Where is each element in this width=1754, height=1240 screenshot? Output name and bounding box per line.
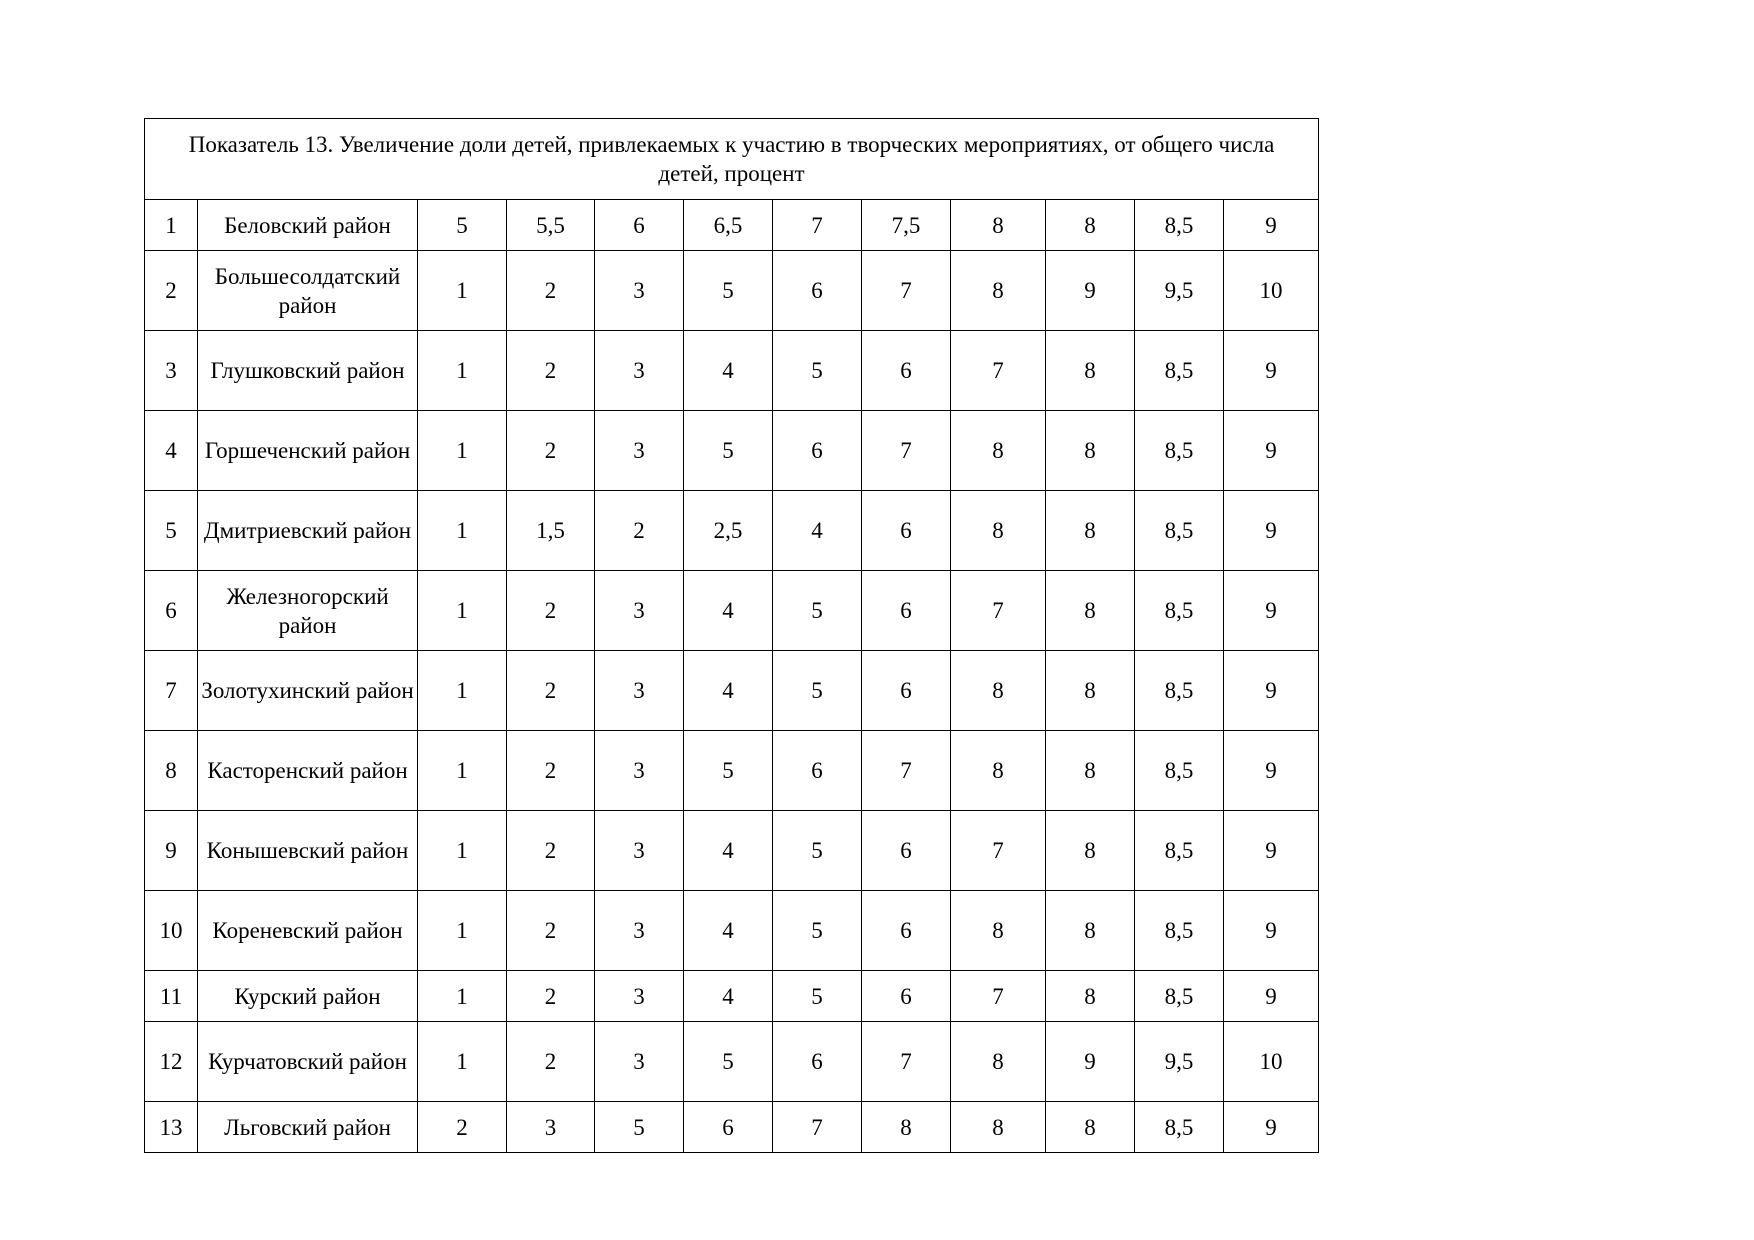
- value-cell: 7: [862, 731, 951, 811]
- value-cell: 6: [862, 491, 951, 571]
- value-cell: 1,5: [507, 491, 595, 571]
- table-row: [145, 411, 1319, 491]
- value-cell: 6: [773, 731, 862, 811]
- row-number: 3: [145, 331, 198, 411]
- value-cell: 1: [418, 651, 507, 731]
- value-cell: 1: [418, 811, 507, 891]
- value-cell: 5: [418, 200, 507, 251]
- value-cell: 8,5: [1135, 731, 1224, 811]
- value-cell: 10: [1224, 251, 1319, 331]
- value-cell: 5: [773, 571, 862, 651]
- value-cell: 7: [862, 1022, 951, 1102]
- value-cell: 2: [595, 491, 684, 571]
- value-cell: 3: [595, 1022, 684, 1102]
- value-cell: 8: [951, 731, 1046, 811]
- district-name: Льговский район: [198, 1102, 418, 1153]
- value-cell: 6: [773, 1022, 862, 1102]
- value-cell: 4: [684, 571, 773, 651]
- value-cell: 6,5: [684, 200, 773, 251]
- table-row: [145, 571, 1319, 651]
- value-cell: 3: [595, 411, 684, 491]
- value-cell: 8: [951, 891, 1046, 971]
- value-cell: 9: [1224, 200, 1319, 251]
- value-cell: 2: [418, 1102, 507, 1153]
- district-name: Глушковский район: [198, 331, 418, 411]
- value-cell: 9: [1224, 731, 1319, 811]
- value-cell: 8: [1046, 200, 1135, 251]
- value-cell: 7: [773, 1102, 862, 1153]
- value-cell: 9: [1224, 891, 1319, 971]
- value-cell: 2: [507, 251, 595, 331]
- district-name: Кореневский район: [198, 891, 418, 971]
- value-cell: 7: [773, 200, 862, 251]
- row-number: 2: [145, 251, 198, 331]
- value-cell: 9: [1224, 411, 1319, 491]
- district-name: Горшеченский район: [198, 411, 418, 491]
- value-cell: 7,5: [862, 200, 951, 251]
- value-cell: 4: [684, 811, 773, 891]
- value-cell: 1: [418, 891, 507, 971]
- value-cell: 5: [684, 1022, 773, 1102]
- value-cell: 8: [1046, 571, 1135, 651]
- value-cell: 5: [684, 411, 773, 491]
- district-name: Конышевский район: [198, 811, 418, 891]
- value-cell: 7: [862, 251, 951, 331]
- value-cell: 6: [862, 971, 951, 1022]
- value-cell: 8: [951, 651, 1046, 731]
- value-cell: 6: [862, 331, 951, 411]
- district-name: Дмитриевский район: [198, 491, 418, 571]
- value-cell: 2: [507, 971, 595, 1022]
- value-cell: 3: [595, 891, 684, 971]
- row-number: 5: [145, 491, 198, 571]
- row-number: 12: [145, 1022, 198, 1102]
- value-cell: 8: [951, 1022, 1046, 1102]
- value-cell: 8,5: [1135, 811, 1224, 891]
- value-cell: 4: [684, 891, 773, 971]
- value-cell: 4: [684, 331, 773, 411]
- value-cell: 9: [1224, 811, 1319, 891]
- value-cell: 1: [418, 971, 507, 1022]
- value-cell: 4: [684, 971, 773, 1022]
- value-cell: 2: [507, 571, 595, 651]
- value-cell: 4: [684, 651, 773, 731]
- value-cell: 3: [595, 651, 684, 731]
- value-cell: 7: [951, 971, 1046, 1022]
- value-cell: 6: [862, 651, 951, 731]
- table-row: [145, 200, 1319, 251]
- value-cell: 8,5: [1135, 491, 1224, 571]
- row-number: 8: [145, 731, 198, 811]
- value-cell: 8,5: [1135, 891, 1224, 971]
- value-cell: 8,5: [1135, 200, 1224, 251]
- value-cell: 6: [684, 1102, 773, 1153]
- value-cell: 5: [773, 811, 862, 891]
- value-cell: 8,5: [1135, 331, 1224, 411]
- value-cell: 9: [1046, 251, 1135, 331]
- value-cell: 2: [507, 891, 595, 971]
- value-cell: 8: [951, 200, 1046, 251]
- value-cell: 5: [773, 651, 862, 731]
- value-cell: 9: [1224, 651, 1319, 731]
- value-cell: 1: [418, 1022, 507, 1102]
- district-name: Касторенский район: [198, 731, 418, 811]
- table-title-row: [145, 119, 1319, 200]
- value-cell: 1: [418, 331, 507, 411]
- table-row: [145, 731, 1319, 811]
- value-cell: 5: [773, 891, 862, 971]
- value-cell: 8,5: [1135, 651, 1224, 731]
- value-cell: 9: [1224, 971, 1319, 1022]
- row-number: 1: [145, 200, 198, 251]
- value-cell: 8: [1046, 971, 1135, 1022]
- value-cell: 4: [773, 491, 862, 571]
- value-cell: 5,5: [507, 200, 595, 251]
- table-row: [145, 811, 1319, 891]
- value-cell: 5: [684, 731, 773, 811]
- value-cell: 5: [773, 971, 862, 1022]
- value-cell: 6: [862, 571, 951, 651]
- value-cell: 8: [1046, 891, 1135, 971]
- row-number: 11: [145, 971, 198, 1022]
- row-number: 13: [145, 1102, 198, 1153]
- value-cell: 8: [1046, 491, 1135, 571]
- value-cell: 8: [951, 251, 1046, 331]
- value-cell: 8: [862, 1102, 951, 1153]
- value-cell: 8: [1046, 811, 1135, 891]
- value-cell: 2: [507, 731, 595, 811]
- value-cell: 2: [507, 811, 595, 891]
- value-cell: 1: [418, 491, 507, 571]
- value-cell: 8: [951, 1102, 1046, 1153]
- value-cell: 3: [507, 1102, 595, 1153]
- value-cell: 9: [1046, 1022, 1135, 1102]
- table-row: [145, 1022, 1319, 1102]
- row-number: 10: [145, 891, 198, 971]
- indicator-table: [144, 118, 1319, 1153]
- value-cell: 6: [773, 251, 862, 331]
- district-name: Беловский район: [198, 200, 418, 251]
- table-row: [145, 1102, 1319, 1153]
- district-name: Курский район: [198, 971, 418, 1022]
- value-cell: 1: [418, 411, 507, 491]
- value-cell: 2: [507, 1022, 595, 1102]
- value-cell: 7: [951, 331, 1046, 411]
- value-cell: 3: [595, 571, 684, 651]
- district-name: Большесолдатский район: [198, 251, 418, 331]
- table-row: [145, 651, 1319, 731]
- row-number: 4: [145, 411, 198, 491]
- table-row: [145, 491, 1319, 571]
- row-number: 7: [145, 651, 198, 731]
- value-cell: 5: [595, 1102, 684, 1153]
- value-cell: 8: [1046, 1102, 1135, 1153]
- value-cell: 6: [773, 411, 862, 491]
- district-name: Золотухинский район: [198, 651, 418, 731]
- value-cell: 1: [418, 731, 507, 811]
- value-cell: 8: [1046, 411, 1135, 491]
- value-cell: 3: [595, 251, 684, 331]
- table-row: [145, 251, 1319, 331]
- value-cell: 2: [507, 651, 595, 731]
- table-row: [145, 891, 1319, 971]
- value-cell: 8: [951, 491, 1046, 571]
- value-cell: 6: [595, 200, 684, 251]
- district-name: Курчатовский район: [198, 1022, 418, 1102]
- value-cell: 3: [595, 971, 684, 1022]
- value-cell: 5: [684, 251, 773, 331]
- value-cell: 1: [418, 571, 507, 651]
- value-cell: 8: [1046, 331, 1135, 411]
- value-cell: 10: [1224, 1022, 1319, 1102]
- value-cell: 2,5: [684, 491, 773, 571]
- value-cell: 8: [1046, 731, 1135, 811]
- value-cell: 8,5: [1135, 1102, 1224, 1153]
- row-number: 6: [145, 571, 198, 651]
- value-cell: 9: [1224, 331, 1319, 411]
- table-title: Показатель 13. Увеличение доли детей, привлекаемых к участию в творческих мероприятиях, от общего числа детей, процент: [145, 119, 1319, 200]
- district-name: Железногорский район: [198, 571, 418, 651]
- value-cell: 9: [1224, 1102, 1319, 1153]
- value-cell: 3: [595, 731, 684, 811]
- value-cell: 8,5: [1135, 971, 1224, 1022]
- value-cell: 8,5: [1135, 571, 1224, 651]
- value-cell: 9,5: [1135, 1022, 1224, 1102]
- value-cell: 6: [862, 811, 951, 891]
- value-cell: 6: [862, 891, 951, 971]
- value-cell: 8: [1046, 651, 1135, 731]
- table-row: [145, 331, 1319, 411]
- value-cell: 5: [773, 331, 862, 411]
- value-cell: 3: [595, 331, 684, 411]
- value-cell: 1: [418, 251, 507, 331]
- value-cell: 7: [951, 811, 1046, 891]
- value-cell: 2: [507, 331, 595, 411]
- value-cell: 2: [507, 411, 595, 491]
- value-cell: 9: [1224, 491, 1319, 571]
- value-cell: 7: [862, 411, 951, 491]
- value-cell: 9,5: [1135, 251, 1224, 331]
- value-cell: 7: [951, 571, 1046, 651]
- value-cell: 3: [595, 811, 684, 891]
- row-number: 9: [145, 811, 198, 891]
- value-cell: 8,5: [1135, 411, 1224, 491]
- value-cell: 8: [951, 411, 1046, 491]
- value-cell: 9: [1224, 571, 1319, 651]
- table-row: [145, 971, 1319, 1022]
